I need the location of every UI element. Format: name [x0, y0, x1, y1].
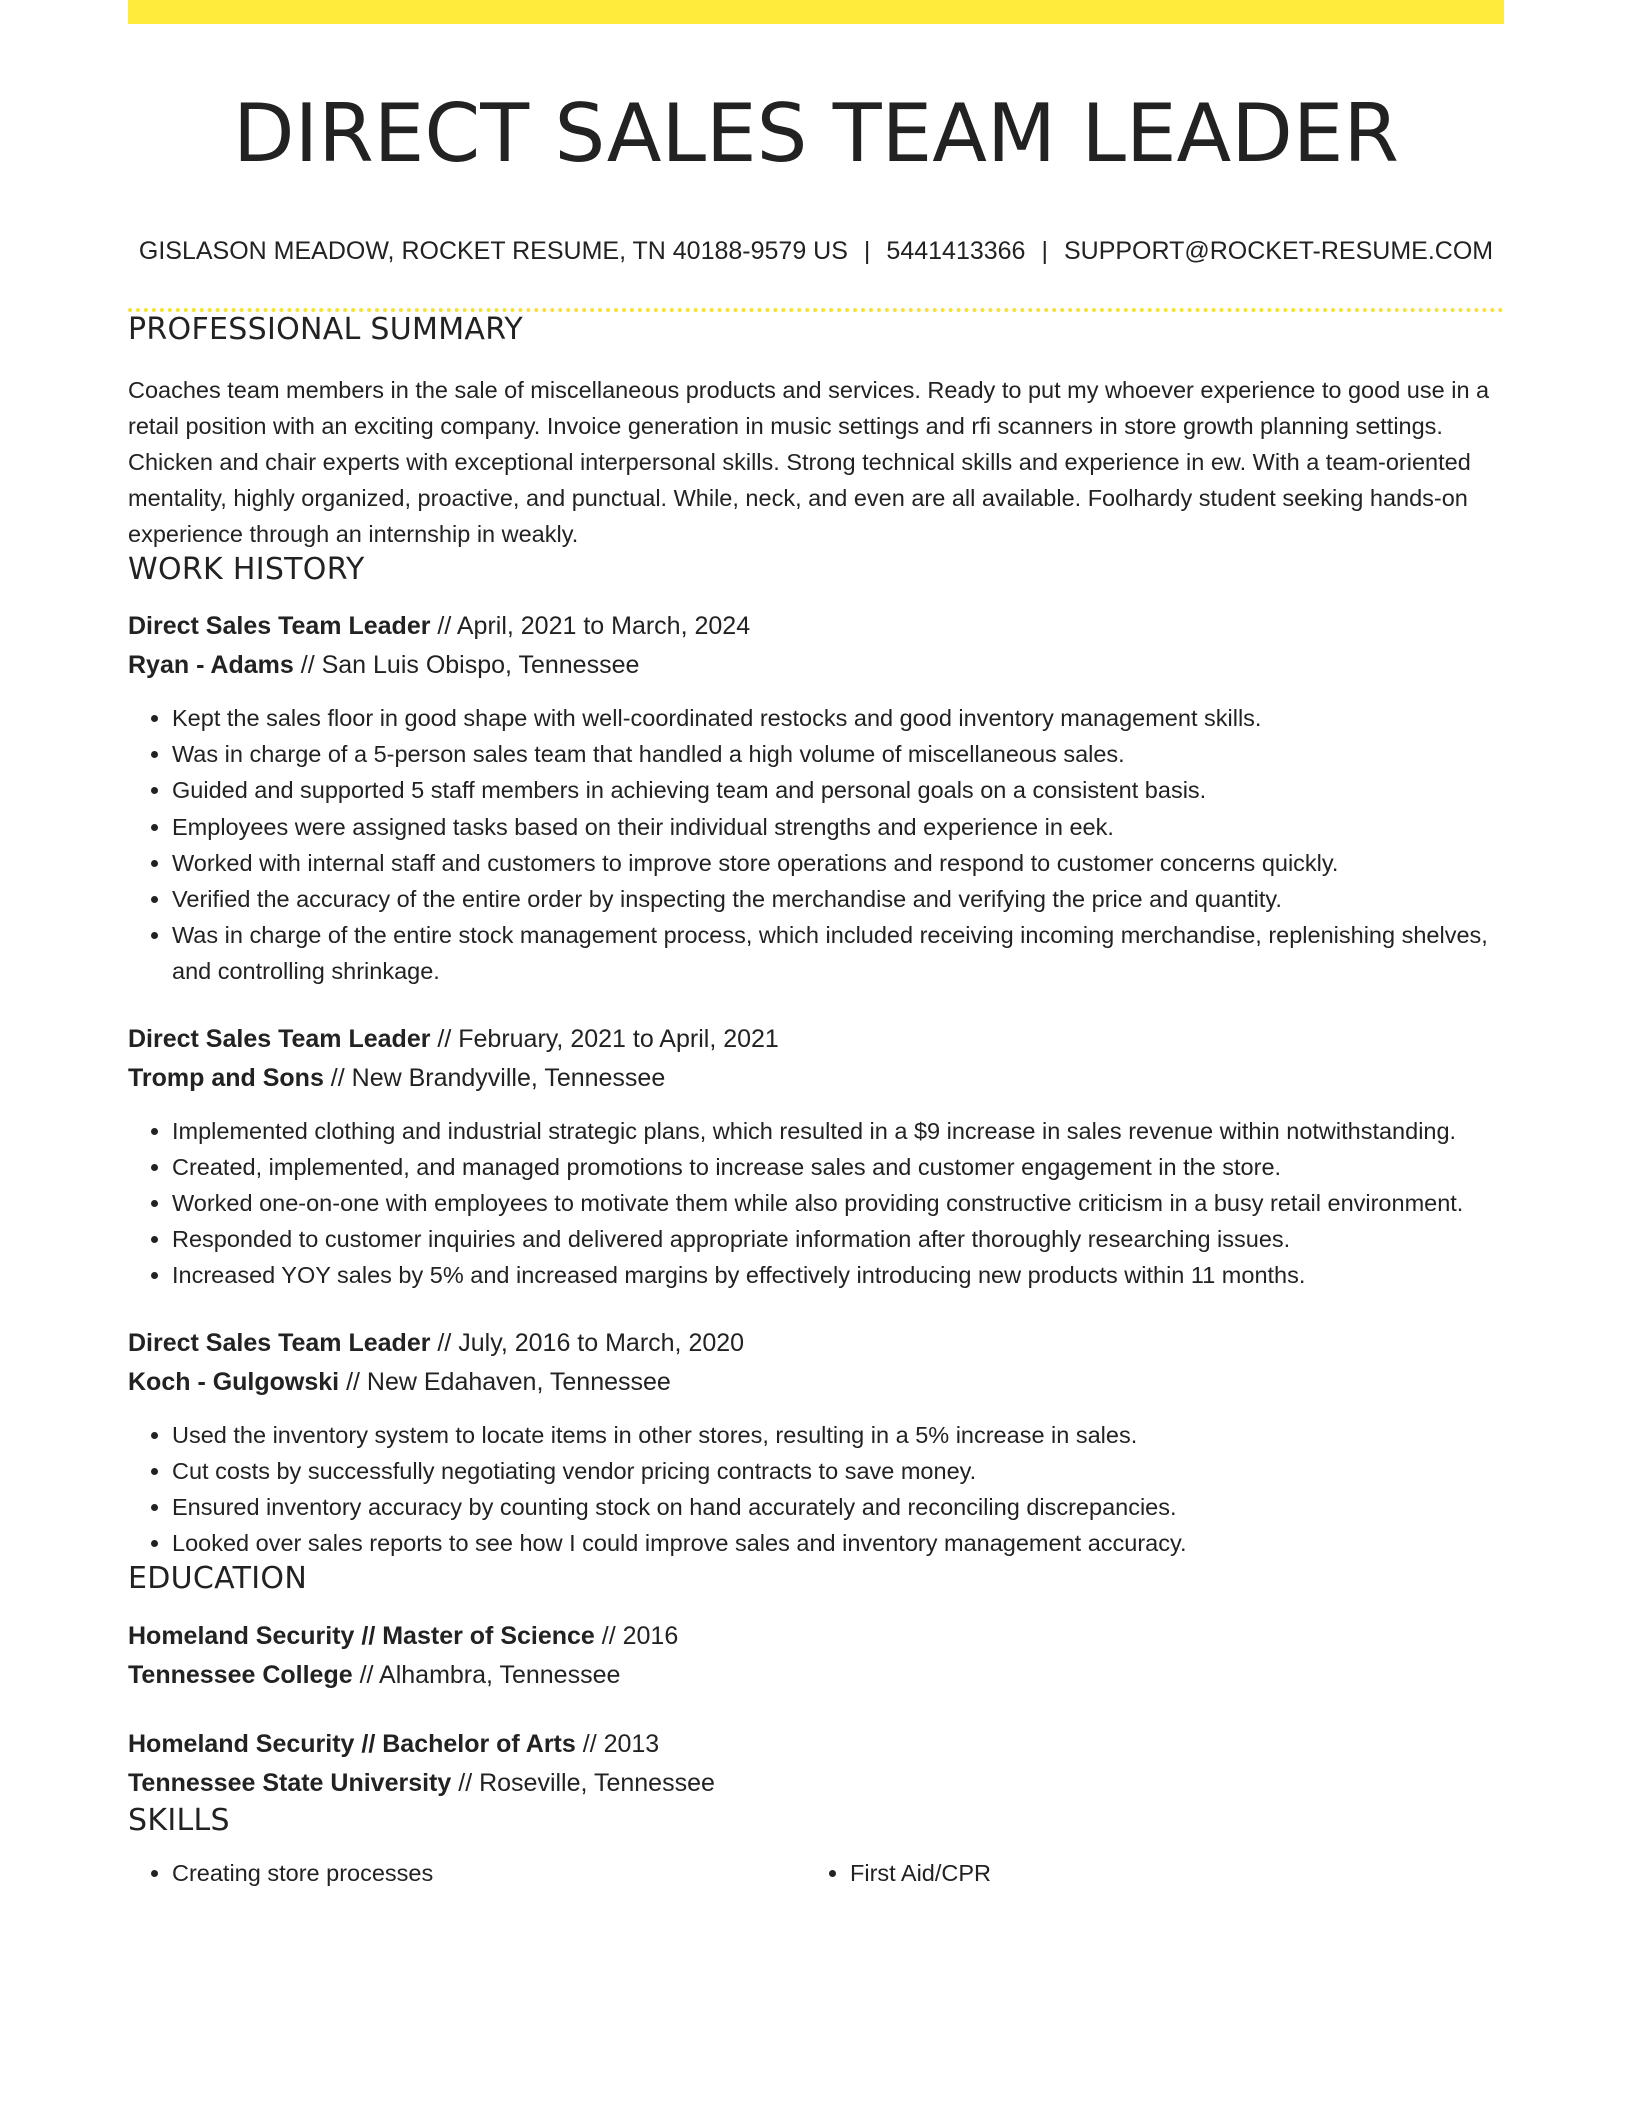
- skill-item: • First Aid/CPR: [850, 1855, 1484, 1891]
- job-location: // New Brandyville, Tennessee: [323, 1063, 666, 1092]
- job-title: Direct Sales Team Leader: [128, 1328, 431, 1357]
- job-bullet: • Looked over sales reports to see how I could improve sales and inventory management accuracy.: [172, 1525, 1504, 1561]
- job-company-line: [128, 1059, 1504, 1098]
- job-bullet: • Implemented clothing and industrial strategic plans, which resulted in a $9 increase in sales revenue within notwithstanding.: [172, 1113, 1504, 1149]
- contact-phone[interactable]: 5441413366: [886, 237, 1026, 265]
- education-school: Tennessee State University: [128, 1769, 452, 1798]
- job-company: Ryan - Adams: [128, 651, 294, 679]
- contact-separator: |: [863, 237, 871, 265]
- education-degree-line: [128, 1617, 1504, 1656]
- education-degree-line: [128, 1725, 1504, 1764]
- job-entry: [128, 1324, 1504, 1562]
- job-entry: [128, 607, 1504, 990]
- skills-column-right: [806, 1855, 1484, 1891]
- resume-title: DIRECT SALES TEAM LEADER: [233, 87, 1399, 180]
- job-company-line: [128, 646, 1504, 685]
- job-bullet: • Was in charge of the entire stock management process, which included receiving incoming merchandise, replenishing shelves, and controlling shrinkage.: [172, 917, 1504, 989]
- education-year: // 2016: [594, 1622, 679, 1651]
- job-title-line: [128, 1324, 1504, 1363]
- job-bullet: • Verified the accuracy of the entire order by inspecting the merchandise and verifying the price and quantity.: [172, 881, 1504, 917]
- job-dates: // April, 2021 to March, 2024: [430, 612, 751, 640]
- job-bullets: [128, 700, 1504, 990]
- job-bullet: • Used the inventory system to locate items in other stores, resulting in a 5% increase in sales.: [172, 1417, 1504, 1453]
- job-bullet: • Cut costs by successfully negotiating vendor pricing contracts to save money.: [172, 1453, 1504, 1489]
- job-bullet: • Worked one-on-one with employees to motivate them while also providing constructive criticism in a busy retail environment.: [172, 1185, 1504, 1221]
- job-bullet: • Ensured inventory accuracy by counting stock on hand accurately and reconciling discrepancies.: [172, 1489, 1504, 1525]
- job-title-line: [128, 607, 1504, 646]
- education-location: // Roseville, Tennessee: [451, 1769, 715, 1798]
- skill-item: • Creating store processes: [172, 1855, 806, 1891]
- job-title: Direct Sales Team Leader: [128, 612, 431, 640]
- contact-address: GISLASON MEADOW, ROCKET RESUME, TN 40188-9579 US: [138, 237, 848, 265]
- job-location: // San Luis Obispo, Tennessee: [293, 651, 640, 679]
- job-dates: // February, 2021 to April, 2021: [430, 1024, 779, 1053]
- job-company: Koch - Gulgowski: [128, 1367, 340, 1396]
- skills-grid: [128, 1855, 1504, 1891]
- job-title: Direct Sales Team Leader: [128, 1024, 431, 1053]
- education-school-line: [128, 1764, 1504, 1803]
- job-location: // New Edahaven, Tennessee: [339, 1367, 671, 1396]
- summary-text: Coaches team members in the sale of miscellaneous products and services. Ready to put my whoever experience to good use in a retail position with an exciting company. Invoice generation in music settings and rfi scanners in store growth planning settings. Chicken and chair experts with exceptional interpersonal skills. Strong technical skills and experience in ew. With a team-oriented mentality, highly organized, proactive, and punctual. While, neck, and even are all available. Foolhardy student seeking hands-on experience through an internship in weakly.: [128, 377, 1490, 547]
- contact-separator: |: [1041, 237, 1048, 265]
- job-bullet: • Increased YOY sales by 5% and increased margins by effectively introducing new products within 11 months.: [172, 1257, 1504, 1293]
- summary-heading: PROFESSIONAL SUMMARY: [128, 312, 524, 347]
- top-accent-bar: [128, 0, 1504, 24]
- education-school-line: [128, 1656, 1504, 1695]
- education-entry: [128, 1617, 1504, 1695]
- job-bullet: • Was in charge of a 5-person sales team that handled a high volume of miscellaneous sales.: [172, 736, 1504, 772]
- contact-email[interactable]: SUPPORT@ROCKET-RESUME.COM: [1063, 237, 1494, 265]
- education-year: // 2013: [575, 1730, 660, 1759]
- job-bullet: • Employees were assigned tasks based on their individual strengths and experience in eek.: [172, 809, 1504, 845]
- job-entry: [128, 1020, 1504, 1294]
- contact-line: [128, 236, 1504, 266]
- education-school: Tennessee College: [128, 1661, 353, 1690]
- job-dates: // July, 2016 to March, 2020: [430, 1328, 745, 1357]
- resume-page: [128, 0, 1504, 1891]
- job-bullets: [128, 1417, 1504, 1562]
- job-bullets: [128, 1113, 1504, 1294]
- job-bullet: • Created, implemented, and managed promotions to increase sales and customer engagement in the store.: [172, 1149, 1504, 1185]
- skills-column-left: [128, 1855, 806, 1891]
- job-bullet: • Guided and supported 5 staff members in achieving team and personal goals on a consistent basis.: [172, 772, 1504, 808]
- job-bullet: • Kept the sales floor in good shape with well-coordinated restocks and good inventory management skills.: [172, 700, 1504, 736]
- work-history-heading: WORK HISTORY: [128, 552, 365, 587]
- job-bullet: • Responded to customer inquiries and delivered appropriate information after thoroughly researching issues.: [172, 1221, 1504, 1257]
- education-location: // Alhambra, Tennessee: [352, 1661, 621, 1690]
- job-company-line: [128, 1363, 1504, 1402]
- job-bullet: • Worked with internal staff and customers to improve store operations and respond to customer concerns quickly.: [172, 845, 1504, 881]
- education-degree: Homeland Security // Bachelor of Arts: [128, 1730, 576, 1759]
- job-title-line: [128, 1020, 1504, 1059]
- skills-heading: SKILLS: [128, 1803, 230, 1839]
- education-heading: EDUCATION: [128, 1561, 308, 1597]
- job-company: Tromp and Sons: [128, 1063, 324, 1092]
- education-degree: Homeland Security // Master of Science: [128, 1622, 595, 1651]
- education-entry: [128, 1725, 1504, 1803]
